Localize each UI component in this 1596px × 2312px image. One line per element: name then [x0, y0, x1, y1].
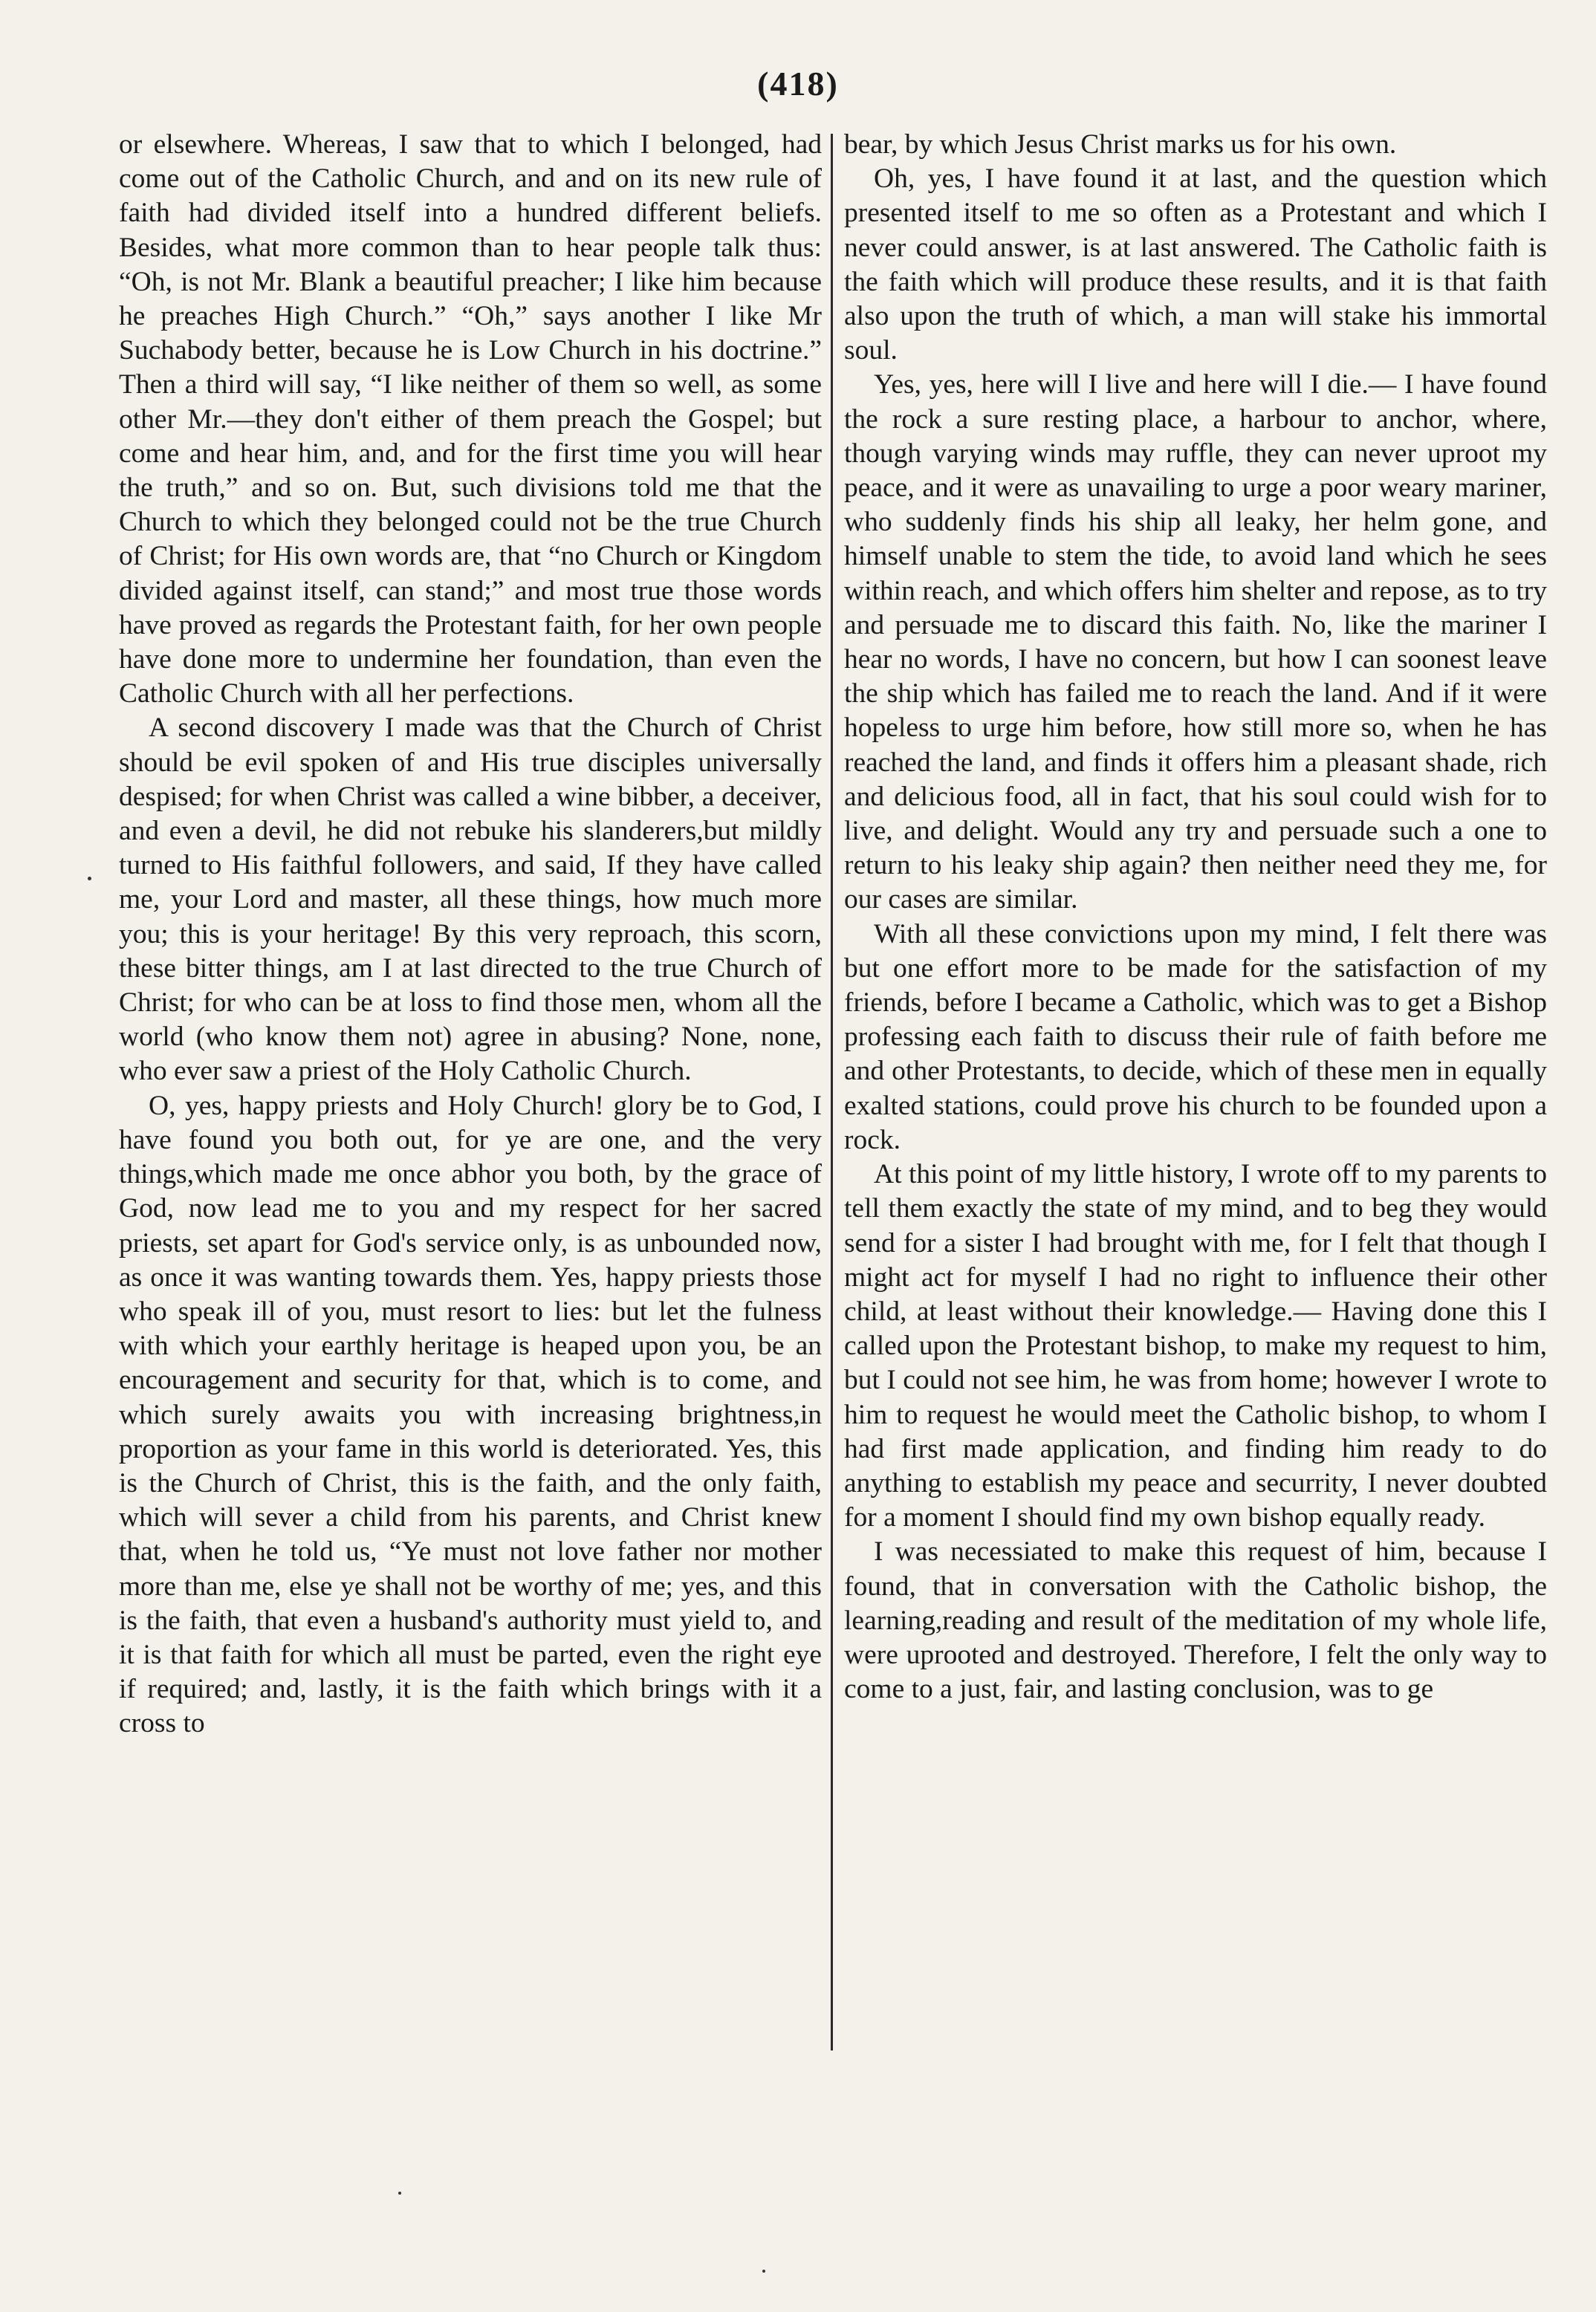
paragraph: I was necessiated to make this request of him, because I found, that in conversation with the Catholic bishop, the learning,reading and result of the meditation of my whole life, were uprooted and destroyed. Therefore, I felt the only way to come to a just, fair, and lasting conclusion, was to ge	[844, 1536, 1547, 1705]
ink-speck	[398, 2192, 401, 2195]
paragraph: bear, by which Jesus Christ marks us for his own.	[844, 129, 1397, 160]
left-column	[119, 128, 822, 1741]
paragraph: A second discovery I made was that the Church of Christ should be evil spoken of and His true disciples universally despised; for when Christ was called a wine bibber, a deceiver, and even a devil, he did not rebuke his slanderers,but mildly turned to His faithful followers, and said, If they have called me, your Lord and master, all these things, how much more you; this is your heritage! By this very reproach, this scorn, these bitter things, am I at last directed to the true Church of Christ; for who can be at loss to find those men, whom all the world (who know them not) agree in abusing? None, none, who ever saw a priest of the Holy Catholic Church.	[119, 712, 822, 1087]
right-column	[844, 128, 1547, 1707]
paragraph: O, yes, happy priests and Holy Church! glory be to God, I have found you both out, for ye are one, and the very things,which made me once abhor you both, by the grace of God, now lead me to you and my respect for her sacred priests, set apart for God's service only, is as unbounded now, as once it was wanting towards them. Yes, happy priests those who speak ill of you, must resort to lies: but let the fulness with which your earthly heritage is heaped upon you, be an encouragement and security for that, which is to come, and which surely awaits you with increasing brightness,in proportion as your fame in this world is deteriorated. Yes, this is the Church of Christ, this is the faith, and the only faith, which will sever a child from his parents, and Christ knew that, when he told us, “Ye must not love father nor mother more than me, else ye shall not be worthy of me; yes, and this is the faith, that even a husband's authority must yield to, and it is that faith for which all must be parted, even the right eye if required; and, lastly, it is the faith which brings with it a cross to	[119, 1090, 822, 1739]
ink-speck	[762, 2270, 765, 2273]
paragraph: Oh, yes, I have found it at last, and the question which presented itself to me so often as a Protestant and which I never could answer, is at last answered. The Catholic faith is the faith which will produce these results, and it is that faith also upon the truth of which, a man will stake his immortal soul.	[844, 163, 1547, 366]
ink-speck	[88, 877, 91, 880]
paragraph: At this point of my little history, I wrote off to my parents to tell them exactly the state of my mind, and to beg they would send for a sister I had brought with me, for I felt that though I might act for myself I had no right to influence their other child, at least without their knowledge.— Having done this I called upon the Protestant bishop, to make my request to him, but I could not see him, he was from home; however I wrote to him to request he would meet the Catholic bishop, to whom I had first made application, and finding him ready to do anything to establish my peace and securrity, I never doubted for a moment I should find my own bishop equally ready.	[844, 1159, 1547, 1533]
page-number: (418)	[757, 65, 839, 103]
paragraph: Yes, yes, here will I live and here will I die.— I have found the rock a sure resting place, a harbour to anchor, where, though varying winds may ruffle, they can never uproot my peace, and it were as unavailing to urge a poor weary mariner, who suddenly finds his ship all leaky, her helm gone, and himself unable to stem the tide, to avoid land which he sees within reach, and which offers him shelter and repose, as to try and persuade me to discard this faith. No, like the mariner I hear no words, I have no concern, but how I can soonest leave the ship which has failed me to reach the land. And if it were hopeless to urge him before, how still more so, when he has reached the land, and finds it offers him a pleasant shade, rich and delicious food, all in fact, that his soul could wish for to live, and delight. Would any try and persuade such a one to return to his leaky ship again? then neither need they me, for our cases are similar.	[844, 369, 1547, 915]
column-divider	[831, 134, 833, 2050]
paragraph: With all these convictions upon my mind, I felt there was but one effort more to be made for the satisfaction of my friends, before I became a Catholic, which was to get a Bishop professing each faith to discuss their rule of faith before me and other Protestants, to decide, which of these men in equally exalted stations, could prove his church to be founded upon a rock.	[844, 918, 1547, 1155]
paragraph: or elsewhere. Whereas, I saw that to which I belonged, had come out of the Catholic Church, and and on its new rule of faith had divided itself into a hundred different beliefs. Besides, what more common than to hear people talk thus: “Oh, is not Mr. Blank a beautiful preacher; I like him because he preaches High Church.” “Oh,” says another I like Mr Suchabody better, because he is Low Church in his doctrine.” Then a third will say, “I like neither of them so well, as some other Mr.—they don't either of them preach the Gospel; but come and hear him, and, and for the first time you will hear the truth,” and so on. But, such divisions told me that the Church to which they belonged could not be the true Church of Christ; for His own words are, that “no Church or Kingdom divided against itself, can stand;” and most true those words have proved as regards the Protestant faith, for her own people have done more to undermine her foundation, than even the Catholic Church with all her perfections.	[119, 129, 822, 709]
